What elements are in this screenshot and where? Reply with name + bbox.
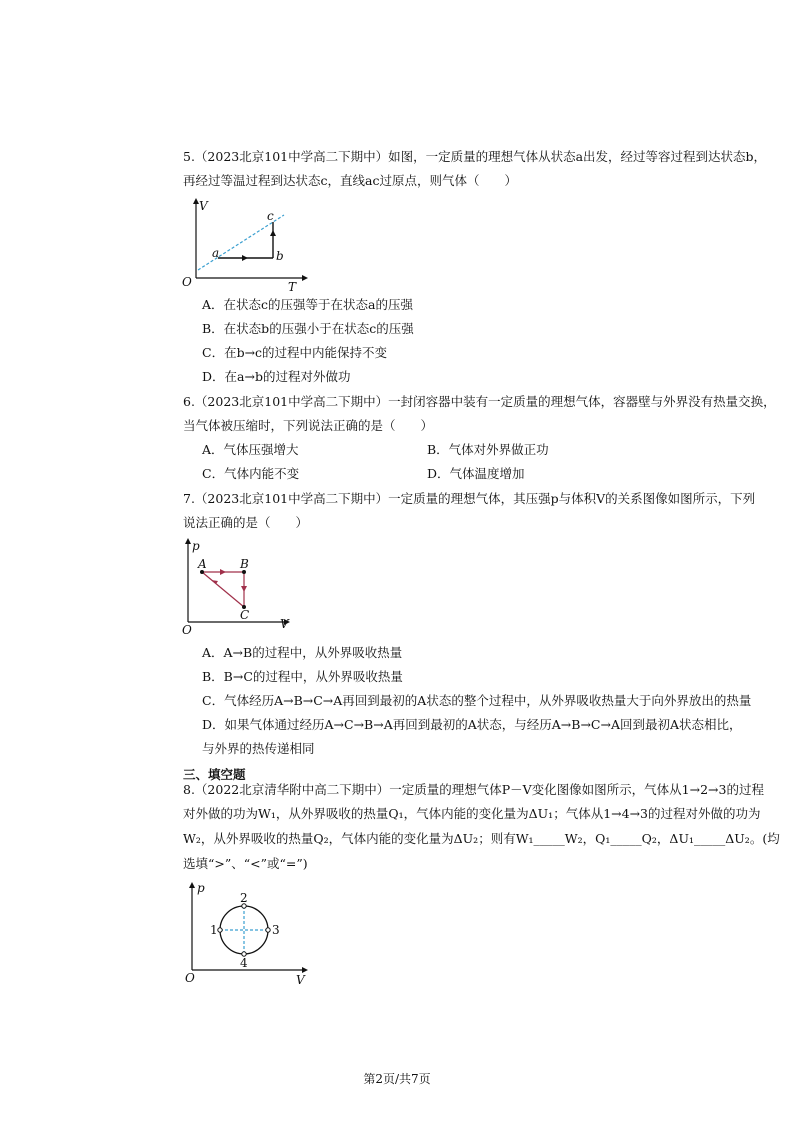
q7-point-c: C <box>240 608 250 622</box>
q8-point-3: 3 <box>272 923 280 937</box>
q5-stem-line1: 5.（2023北京101中学高二下期中）如图，一定质量的理想气体从状态a出发，经过等容过程到达状态b， <box>183 149 767 164</box>
q6-option-a[interactable]: A．气体压强增大 <box>202 442 299 457</box>
q7-stem-line1: 7.（2023北京101中学高二下期中）一定质量的理想气体，其压强p与体积V的关系图像如图所示，下列 <box>183 491 756 506</box>
q7-option-c[interactable]: C．气体经历A→B→C→A再回到最初的A状态的整个过程中，从外界吸收热量大于向外界放出的热量 <box>202 693 752 708</box>
q8-stem-line4: 选填“>”、“<”或“=”) <box>183 856 308 871</box>
q5-point-a: a <box>212 246 220 260</box>
q8-point-2: 2 <box>240 891 248 905</box>
q5-point-b: b <box>276 249 284 263</box>
q5-stem-line2: 再经过等温过程到达状态c，直线ac过原点，则气体（ ） <box>183 173 517 188</box>
q7-option-d[interactable]: D．如果气体通过经历A→C→B→A再回到最初的A状态，与经历A→B→C→A回到最初A状态相比， <box>202 717 742 732</box>
section-fill-in-heading: 三、填空题 <box>183 767 246 782</box>
q7-origin-label: O <box>182 623 192 637</box>
q8-stem-line1: 8.（2022北京清华附中高二下期中）一定质量的理想气体P－V变化图像如图所示，气体从1→2→3的过程 <box>183 782 764 797</box>
q5-option-b[interactable]: B．在状态b的压强小于在状态c的压强 <box>202 321 414 336</box>
q5-point-c: c <box>267 209 274 223</box>
q7-stem-line2: 说法正确的是（ ） <box>183 515 309 530</box>
q7-point-b: B <box>240 557 249 571</box>
q5-t-axis-label: T <box>288 280 297 292</box>
q8-pv-cycle-diagram <box>178 880 312 988</box>
q7-option-a[interactable]: A．A→B的过程中，从外界吸收热量 <box>202 645 403 660</box>
q5-vt-diagram <box>180 196 310 292</box>
q7-point-a: A <box>198 557 207 571</box>
q5-origin-label: O <box>182 275 192 289</box>
q8-v-axis-label: V <box>296 973 305 987</box>
q7-option-b[interactable]: B．B→C的过程中，从外界吸收热量 <box>202 669 403 684</box>
q8-origin-label: O <box>185 971 195 985</box>
q6-option-d[interactable]: D．气体温度增加 <box>427 466 525 481</box>
q8-p-axis-label: p <box>197 881 205 895</box>
q6-stem-line1: 6.（2023北京101中学高二下期中）一封闭容器中装有一定质量的理想气体，容器壁与外界没有热量交换， <box>183 394 776 409</box>
q5-option-a[interactable]: A．在状态c的压强等于在状态a的压强 <box>202 297 413 312</box>
q7-v-axis-label: V <box>280 617 289 631</box>
q8-point-4: 4 <box>240 956 248 970</box>
q7-p-axis-label: p <box>192 539 200 553</box>
q6-stem-line2: 当气体被压缩时，下列说法正确的是（ ） <box>183 418 434 433</box>
q6-option-b[interactable]: B．气体对外界做正功 <box>427 442 549 457</box>
q8-point-1: 1 <box>210 923 218 937</box>
q7-option-d-continued: 与外界的热传递相同 <box>202 741 315 756</box>
q8-stem-line3: W₂，从外界吸收的热量Q₂，气体内能的变化量为ΔU₂；则有W₁_____W₂，Q₁_____Q₂，ΔU₁_____ΔU₂。(均 <box>183 831 780 846</box>
page-footer: 第2页/共7页 <box>363 1072 431 1086</box>
q5-option-d[interactable]: D．在a→b的过程对外做功 <box>202 369 351 384</box>
q7-pv-diagram <box>178 536 296 640</box>
q6-option-c[interactable]: C．气体内能不变 <box>202 466 300 481</box>
q5-option-c[interactable]: C．在b→c的过程中内能保持不变 <box>202 345 388 360</box>
q8-stem-line2: 对外做的功为W₁，从外界吸收的热量Q₁，气体内能的变化量为ΔU₁；气体从1→4→3的过程对外做的功为 <box>183 806 761 821</box>
q5-v-axis-label: V <box>199 199 208 213</box>
